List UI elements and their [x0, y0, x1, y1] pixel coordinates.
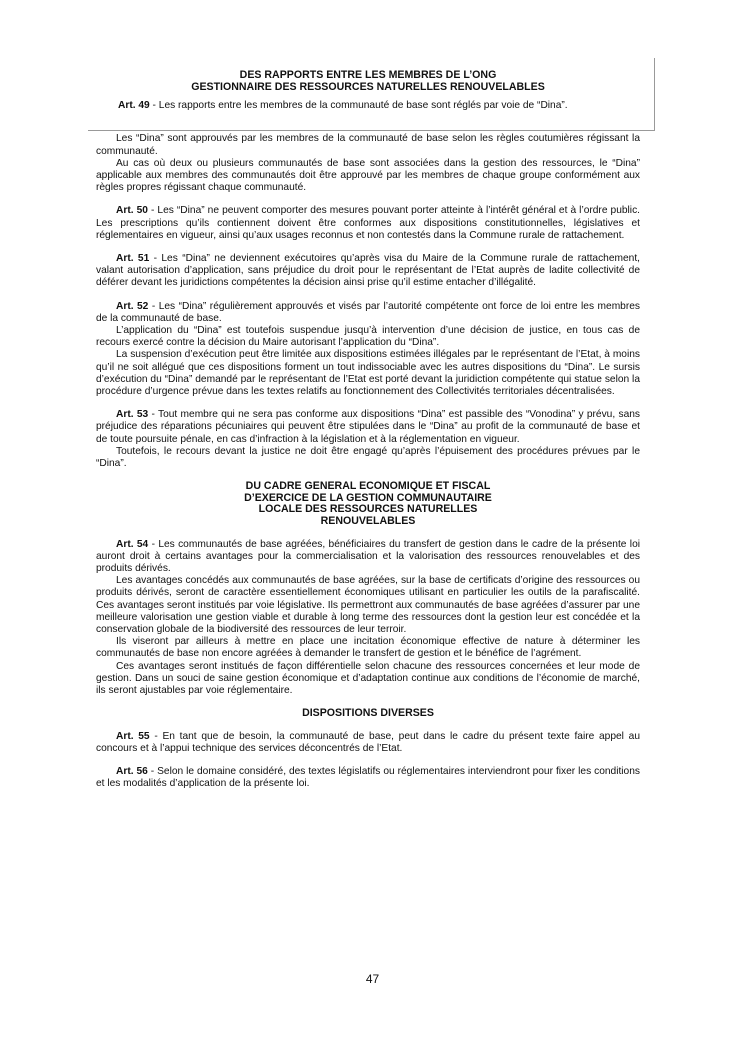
heading-line: LOCALE DES RESSOURCES NATURELLES	[258, 503, 478, 516]
paragraph: Les avantages concédés aux communautés de base agréées, sur la base de certificats d’origine des ressources ou produits dérivés, seront de caractère essentiellement économiques utilisant en particulier les outils de la parafiscalité. Ces avantages seront institués par voie législative. Ils permettront aux communautés de base agréées d’assurer par une meilleure valorisation une gestion viable et durable à long terme des ressources dont la gestion leur est concédée et la conservation globale de la biodiversité des ressources de leur terroir.	[96, 575, 640, 636]
section-heading-rapports	[96, 70, 640, 93]
paragraph: Ils viseront par ailleurs à mettre en place une incitation économique effective de nature à déterminer les communautés de base non encore agréées à demander le transfert de gestion et le bénéfice de l’agrément.	[96, 636, 640, 660]
article-56: Art. 56 - Selon le domaine considéré, des textes législatifs ou réglementaires interviendront pour fixer les conditions et les modalités d’application de la présente loi.	[96, 766, 640, 790]
paragraph: La suspension d’exécution peut être limitée aux dispositions estimées illégales par le représentant de l’Etat, à moins qu’il ne soit allégué que ces dispositions forment un tout indissociable avec les autres dispositions du “Dina”. Le sursis d’exécution du “Dina” demandé par le représentant de l’Etat est porté devant la juridiction compétente qui statue selon la procédure d’urgence prévue dans les textes relatifs au fonctionnement des Collectivités territoriales décentralisées.	[96, 349, 640, 398]
paragraph: Les “Dina” sont approuvés par les membres de la communauté de base selon les règles coutumières régissant la communauté.	[96, 133, 640, 157]
article-54: Art. 54 - Les communautés de base agréées, bénéficiaires du transfert de gestion dans le cadre de la présente loi auront droit à certains avantages pour la commercialisation et la valorisation des ressources renouvelables et des produits dérivés.	[96, 538, 640, 575]
article-55: Art. 55 - En tant que de besoin, la communauté de base, peut dans le cadre du présent texte faire appel au concours et à l’appui technique des services déconcentrés de l’Etat.	[96, 730, 640, 755]
section-heading-dispositions: DISPOSITIONS DIVERSES	[302, 707, 434, 720]
heading-line: DU CADRE GENERAL ECONOMIQUE ET FISCAL	[245, 480, 491, 493]
article-53: Art. 53 - Tout membre qui ne sera pas conforme aux dispositions “Dina” est passible des “Vonodina” y prévu, sans préjudice des réparations pécuniaires qui peuvent être stipulées dans le “Dina” au profit de la communauté de base et de toute poursuite pénale, en cas d’infraction à la législation et à la réglementation en vigueur.	[96, 409, 640, 445]
heading-line: RENOUVELABLES	[320, 515, 416, 528]
heading-line: D’EXERCICE DE LA GESTION COMMUNAUTAIRE	[244, 491, 492, 504]
page-number: 47	[365, 972, 380, 986]
article-49: Art. 49 - Les rapports entre les membres de la communauté de base sont réglés par voie de “Dina”.	[118, 100, 568, 112]
paragraph: L’application du “Dina” est toutefois suspendue jusqu’à intervention d’une décision de justice, en tous cas de recours exercé contre la décision du Maire autorisant l’application du “Dina”.	[96, 325, 640, 349]
article-51: Art. 51 - Les “Dina” ne deviennent exécutoires qu’après visa du Maire de la Commune rurale de rattachement, valant autorisation d’application, sans préjudice du droit pour le représentant de l’Etat auprès de ladite collectivité de déférer devant les juridictions compétentes la décision ainsi prise qu’il estime entacher d’illégalité.	[96, 253, 640, 289]
article-50: Art. 50 - Les “Dina” ne peuvent comporter des mesures pouvant porter atteinte à l’intérêt général et à l’ordre public. Les prescriptions qu’ils contiennent doivent être conformes aux dispositions constitutionnelles, législatives et réglementaires en vigueur, ainsi qu’aux usages reconnus et non contestés dans la Commune rurale de rattachement.	[96, 205, 640, 241]
section-heading-cadre	[96, 481, 640, 527]
paragraph: Ces avantages seront institués de façon différentielle selon chacune des ressources concernées et leur mode de gestion. Dans un souci de saine gestion économique et d’adaptation continue aux conditions de l’économie de marché, ils seront ajustables par voie réglementaire.	[96, 660, 640, 697]
heading-line: DES RAPPORTS ENTRE LES MEMBRES DE L’ONG	[239, 69, 497, 81]
heading-line: GESTIONNAIRE DES RESSOURCES NATURELLES RENOUVELABLES	[191, 80, 545, 93]
paragraph: Au cas où deux ou plusieurs communautés de base sont associées dans la gestion des ressources, le “Dina” applicable aux membres des communautés doit être approuvé par les membres de chaque groupe conformément aux règles propres régissant chaque communauté.	[96, 157, 640, 194]
paragraph: Toutefois, le recours devant la justice ne doit être engagé qu’après l’épuisement des procédures prévues par le “Dina”.	[96, 445, 640, 470]
document-page	[96, 60, 640, 791]
article-52: Art. 52 - Les “Dina” régulièrement approuvés et visés par l’autorité compétente ont force de loi entre les membres de la communauté de base.	[96, 300, 640, 324]
